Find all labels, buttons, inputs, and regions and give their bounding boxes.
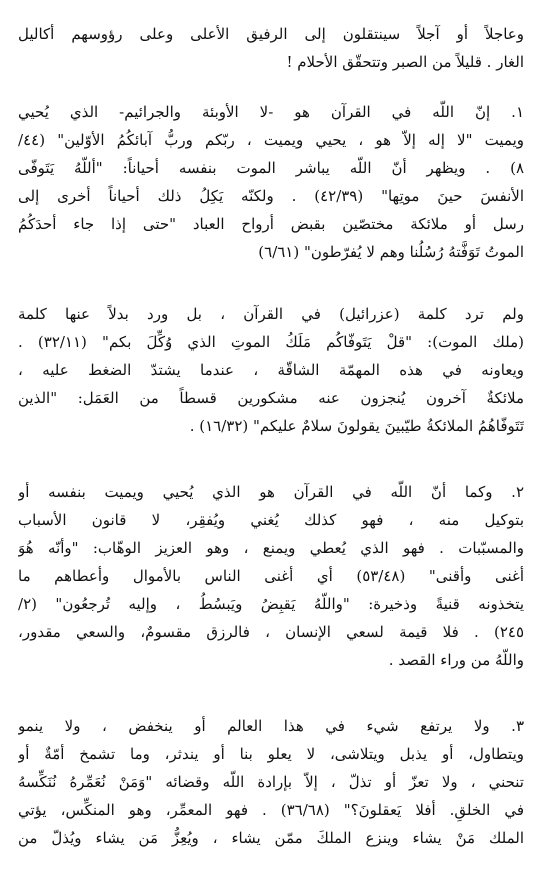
text-line: والمسبّبات . فهو الذي يُعطي ويمنع ، وهو العزيز الوهّاب: "وأنّه هُوَ [18,539,524,557]
text-line: يتخذونه قنيةً وذخيرة: "واللّهُ يَقبِضُ ويَبسُطُ ، وإليه تُرجعُون" (٢/ [18,595,524,613]
paragraph-4 [18,712,524,852]
text-line: (ملك الموت): "قلْ يَتَوفّاكُم مَلَكُ الموتِ الذي وُكِّلَ بكم" (٣٢/١١) . [18,333,524,351]
text-line: الأنفسَ حينَ موتِها" (٤٢/٣٩) . ولكنّه يَكِلُ ذلك أحياناً أخرى إلى [18,187,524,205]
text-line: ويميت "لا إله إلاّ هو ، يحيي ويميت ، ربّكم وربُّ آبائكُمُ الأوّلين" (٤٤/ [18,131,524,149]
text-line: ويتطاول، أو يذبل ويتلاشى، لا يعلو بنا أو يندثر، وما تشمخ أمّةٌ أو [18,745,524,763]
text-line: بتوكيل منه ، فهو كذلك يُغني ويُفقِر، لا قانون الأسباب [18,511,524,529]
text-line: ١. إنّ اللّه في القرآن هو -لا الأوبئة والجرائيم- الذي يُحيي [18,103,524,121]
paragraph-3 [18,478,524,674]
paragraph-1 [18,98,524,266]
text-line: أغنى وأقنى" (٥٣/٤٨) أي أغنى الناس بالأموال وأعطاهم ما [18,567,524,585]
text-line: ٢. وكما أنّ اللّه في القرآن هو الذي يُحيي ويميت بنفسه أو [18,483,524,501]
text-line: الغار . قليلاً من الصبر وتتحقّق الأحلام ! [286,53,524,71]
text-line: رسل أو ملائكة مختصّين بقبض أرواح العباد "حتى إذا جاء أحدَكُمُ [18,215,524,233]
text-line: واللّهُ من وراء القصد . [388,651,524,669]
text-line: ٢٤٥) . فلا قيمة لسعي الإنسان ، فالرزق مقسومٌ، والسعي مقدور، [18,623,524,641]
text-line: ٨) . ويظهر أنّ اللّه يباشر الموت بنفسه أحياناً: "أللّهُ يَتَوفّى [18,159,524,177]
text-line: ملائكةٌ آخرون يُنجزون عنه مشكورين قسطاً من العَمَل: "الذين [18,389,524,407]
text-line: الملك مَنْ يشاء وينزع الملكَ ممّن يشاء ، ويُعِزُّ مَن يشاء ويُذلّ من [18,829,524,847]
text-line: تَتَوفّاهُمُ الملائكةُ طيّبينَ يقولونَ سلامٌ عليكم" (١٦/٣٢) . [189,417,524,435]
paragraph-intro [18,20,524,76]
text-line: الموتُ تَوَفَّتهُ رُسُلُنا وهم لا يُفرّطون" (٦/٦١) [258,243,524,261]
text-line: تنحني ، ولا تعزّ أو تذلّ ، إلاّ بإرادة اللّه وقضائه "وَمَنْ نُعَمِّرهُ نُنَكِّسهُ [18,773,524,791]
text-line: ٣. ولا يرتفع شيء في هذا العالم أو ينخفض ، ولا ينمو [18,717,524,735]
text-line: ويعاونه في هذه المهمّة الشاقّة ، عندما يشتدّ الضغط عليه ، [18,361,524,379]
text-line: ولم ترد كلمة (عزرائيل) في القرآن ، بل ورد بدلاً عنها كلمة [18,305,524,323]
paragraph-2 [18,300,524,440]
text-line: وعاجلاً أو آجلاً سينتقلون إلى الرفيق الأعلى وعلى رؤوسهم أكاليل [18,25,524,43]
text-line: في الخلقِ. أفلا يَعقلونَ؟" (٣٦/٦٨) . فهو المعمِّر، وهو المنكِّس، يؤتي [18,801,524,819]
